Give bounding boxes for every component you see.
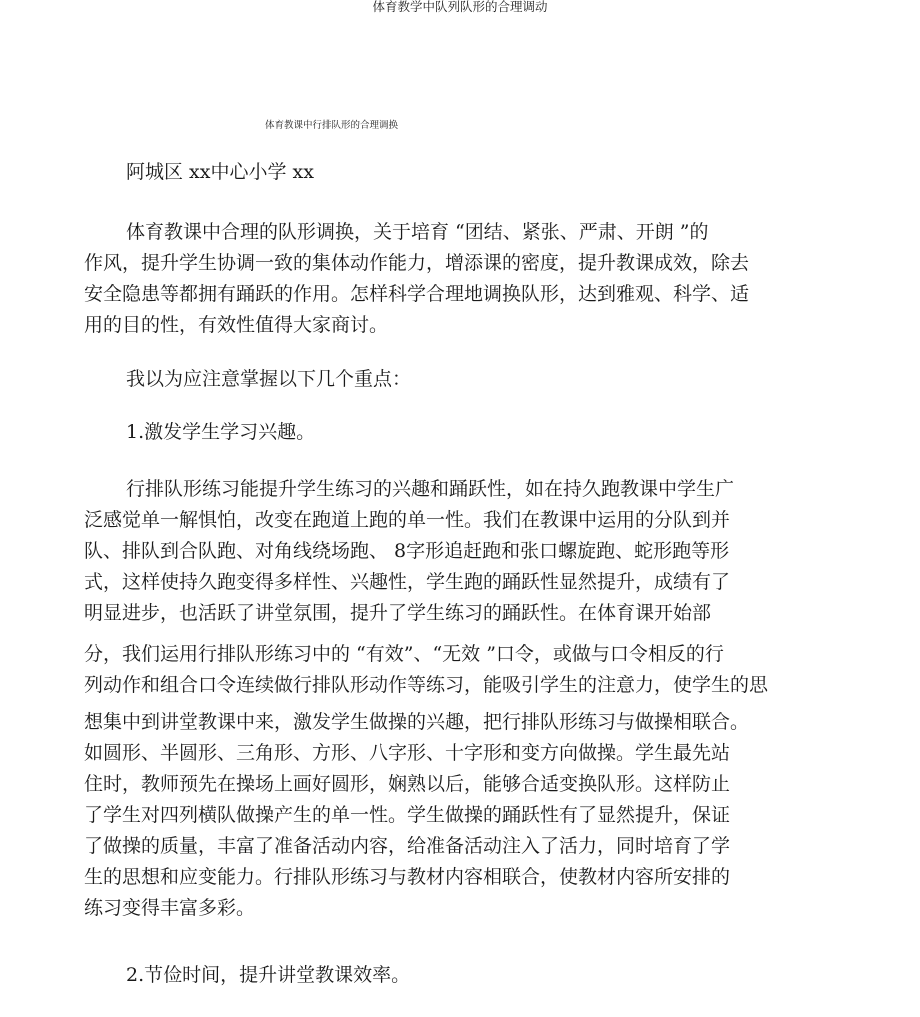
paragraph-line: 分，我们运用行排队形练习中的 “有效”、“无效 ”口令，或做与口令相反的行 bbox=[84, 643, 724, 665]
intro-line-block bbox=[84, 364, 814, 395]
author-line: 阿城区 xx中心小学 xx bbox=[126, 161, 314, 183]
paragraph-line: 行排队形练习能提升学生练习的兴趣和踊跃性，如在持久跑教课中学生广 bbox=[126, 478, 735, 500]
paragraph-line: 泛感觉单一解惧怕，改变在跑道上跑的单一性。我们在教课中运用的分队到并 bbox=[84, 509, 731, 531]
author-line-block bbox=[84, 157, 814, 188]
paragraph-line: 用的目的性，有效性值得大家商讨。 bbox=[84, 314, 389, 336]
paragraph-line: 式，这样使持久跑变得多样性、兴趣性，学生跑的踊跃性显然提升，成绩有了 bbox=[84, 571, 731, 593]
paragraph-line: 如圆形、半圆形、三角形、方形、八字形、十字形和变方向做操。学生最先站 bbox=[84, 742, 731, 764]
paragraph-line: 了做操的质量，丰富了准备活动内容，给准备活动注入了活力，同时培育了学 bbox=[84, 835, 731, 857]
paragraph-line: 体育教课中合理的队形调换，关于培育 “团结、紧张、严肃、开朗 ”的 bbox=[126, 221, 709, 243]
paragraph-line: 列动作和组合口令连续做行排队形动作等练习，能吸引学生的注意力，使学生的思 bbox=[84, 674, 769, 696]
paragraph-line: 想集中到讲堂教课中来，激发学生做操的兴趣，把行排队形练习与做操相联合。 bbox=[84, 711, 750, 733]
point-2-heading: 2.节俭时间，提升讲堂教课效率。 bbox=[126, 964, 411, 986]
intro-line: 我以为应注意掌握以下几个重点： bbox=[126, 368, 412, 390]
point-1-heading: 1.激发学生学习兴趣。 bbox=[126, 421, 316, 443]
paragraph-line: 队、排队到合队跑、对角线绕场跑、 8字形追赶跑和张口螺旋跑、蛇形跑等形 bbox=[84, 540, 730, 562]
paragraph-line: 练习变得丰富多彩。 bbox=[84, 897, 256, 919]
page-header-title: 体育教学中队列队形的合理调动 bbox=[372, 0, 548, 14]
paragraph-line: 了学生对四列横队做操产生的单一性。学生做操的踊跃性有了显然提升，保证 bbox=[84, 804, 731, 826]
paragraph-1 bbox=[84, 217, 814, 341]
point-1-heading-block bbox=[84, 417, 814, 448]
paragraph-line: 作风，提升学生协调一致的集体动作能力，增添课的密度，提升教课成效，除去 bbox=[84, 252, 750, 274]
document-subtitle: 体育教课中行排队形的合理调换 bbox=[265, 120, 399, 131]
point-2-heading-block bbox=[84, 960, 814, 991]
paragraph-line: 安全隐患等都拥有踊跃的作用。怎样科学合理地调换队形，达到雅观、科学、适 bbox=[84, 283, 750, 305]
paragraph-line: 生的思想和应变能力。行排队形练习与教材内容相联合，使教材内容所安排的 bbox=[84, 866, 731, 888]
paragraph-2 bbox=[84, 474, 814, 924]
paragraph-line: 明显进步，也活跃了讲堂氛围，提升了学生练习的踊跃性。在体育课开始部 bbox=[84, 602, 712, 624]
paragraph-line: 住时，教师预先在操场上画好圆形，娴熟以后，能够合适变换队形。这样防止 bbox=[84, 773, 731, 795]
